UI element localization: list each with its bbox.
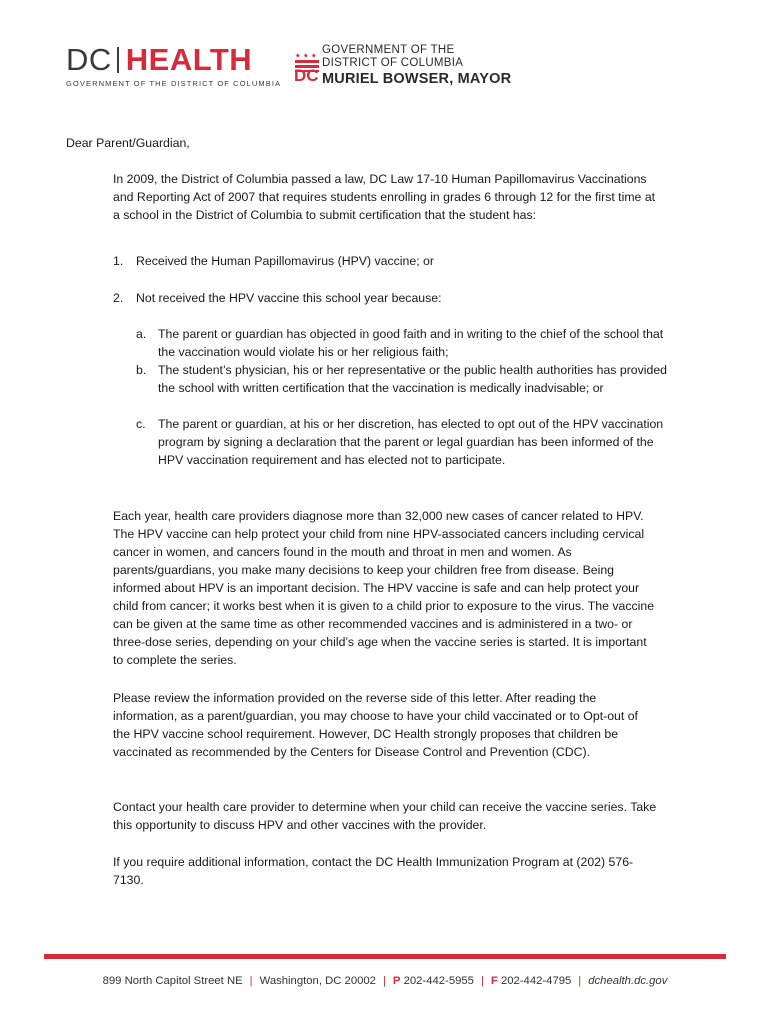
list-item-number: 2. bbox=[113, 291, 124, 305]
footer-separator: | bbox=[578, 975, 582, 987]
letterhead bbox=[0, 0, 770, 110]
footer-city: Washington, DC 20002 bbox=[259, 975, 376, 987]
list-item-text: Received the Human Papillomavirus (HPV) vaccine; or bbox=[136, 254, 434, 268]
paragraph-hpv-info: Each year, health care providers diagnose more than 32,000 new cases of cancer related to HPV. The HPV vaccine can help protect your child from nine HPV-associated cancers including cervical cancer in women, and cancers found in the mouth and throat in men and women. As parents/guardians, you make many decisions to keep your children free from disease. Being informed about HPV is an important decision. The HPV vaccine is safe and can help protect your child from cancer; it works best when it is given to a child prior to exposure to the virus. The vaccine can be given at the same time as other recommended vaccines and is administered in a two- or three-dose series, depending on your child’s age when the vaccine series is started. It is important to complete the series. bbox=[113, 509, 655, 667]
footer-separator: | bbox=[249, 975, 253, 987]
footer-divider bbox=[44, 954, 726, 959]
sub-item-text: The student’s physician, his or her representative or the public health authorities has provided the school with written certification that the vaccination is medically inadvisable; or bbox=[158, 363, 668, 395]
footer-fax: 202-442-4795 bbox=[500, 975, 572, 987]
dc-health-logo bbox=[66, 44, 281, 88]
dc-government-logo-dc: DC bbox=[294, 66, 319, 85]
dc-health-logo-health: HEALTH bbox=[125, 42, 253, 77]
footer-phone: 202-442-5955 bbox=[403, 975, 474, 987]
sub-item-letter: c. bbox=[136, 417, 146, 431]
footer-address: 899 North Capitol Street NE bbox=[102, 975, 243, 987]
gov-logo-line2: DISTRICT OF COLUMBIA bbox=[322, 57, 464, 69]
footer-phone-label: P bbox=[392, 975, 401, 987]
sub-item-b bbox=[136, 361, 673, 397]
list-item-1 bbox=[113, 252, 658, 270]
dc-health-logo-dc: DC bbox=[66, 42, 112, 77]
gov-logo-mayor: MURIEL BOWSER, MAYOR bbox=[322, 71, 512, 87]
dc-health-logo-subtitle: GOVERNMENT OF THE DISTRICT OF COLUMBIA bbox=[66, 79, 282, 88]
dc-health-logo-divider bbox=[117, 47, 119, 73]
footer-website: dchealth.dc.gov bbox=[588, 975, 668, 987]
list-item-text: Not received the HPV vaccine this school year because: bbox=[136, 291, 442, 305]
sub-item-letter: b. bbox=[136, 363, 147, 377]
sub-item-text: The parent or guardian has objected in good faith and in writing to the chief of the school that the vaccination would violate his or her religious faith; bbox=[158, 327, 664, 359]
paragraph-additional-info: If you require additional information, contact the DC Health Immunization Program at (202) 576-7130. bbox=[113, 855, 634, 887]
sub-item-text: The parent or guardian, at his or her discretion, has elected to opt out of the HPV vaccination program by signing a declaration that the parent or legal guardian has been informed of the HPV vaccination requirement and has elected not to participate. bbox=[158, 417, 664, 467]
list-item-number: 1. bbox=[113, 254, 124, 268]
sub-item-c bbox=[136, 415, 673, 469]
paragraph-review: Please review the information provided on the reverse side of this letter. After reading the information, as a parent/guardian, you may choose to have your child vaccinated or to Opt-out of the HPV vaccine school requirement. However, DC Health strongly proposes that children be vaccinated as recommended by the Centers for Disease Control and Prevention (CDC). bbox=[113, 691, 638, 759]
intro-paragraph: In 2009, the District of Columbia passed a law, DC Law 17-10 Human Papillomavirus Vaccinations and Reporting Act of 2007 that requires students enrolling in grades 6 through 12 for the first time at a school in the District of Columbia to submit certification that the student has: bbox=[113, 172, 656, 222]
footer-separator: | bbox=[382, 975, 386, 987]
list-item-2 bbox=[113, 289, 658, 307]
gov-logo-line1: GOVERNMENT OF THE bbox=[322, 44, 455, 56]
footer-fax-label: F bbox=[490, 975, 498, 987]
sub-item-a bbox=[136, 325, 673, 361]
sub-item-letter: a. bbox=[136, 327, 147, 341]
footer bbox=[0, 975, 770, 987]
footer-separator: | bbox=[480, 975, 484, 987]
paragraph-contact-provider: Contact your health care provider to determine when your child can receive the vaccine series. Take this opportunity to discuss HPV and other vaccines with the provider. bbox=[113, 800, 657, 832]
greeting: Dear Parent/Guardian, bbox=[66, 136, 190, 150]
